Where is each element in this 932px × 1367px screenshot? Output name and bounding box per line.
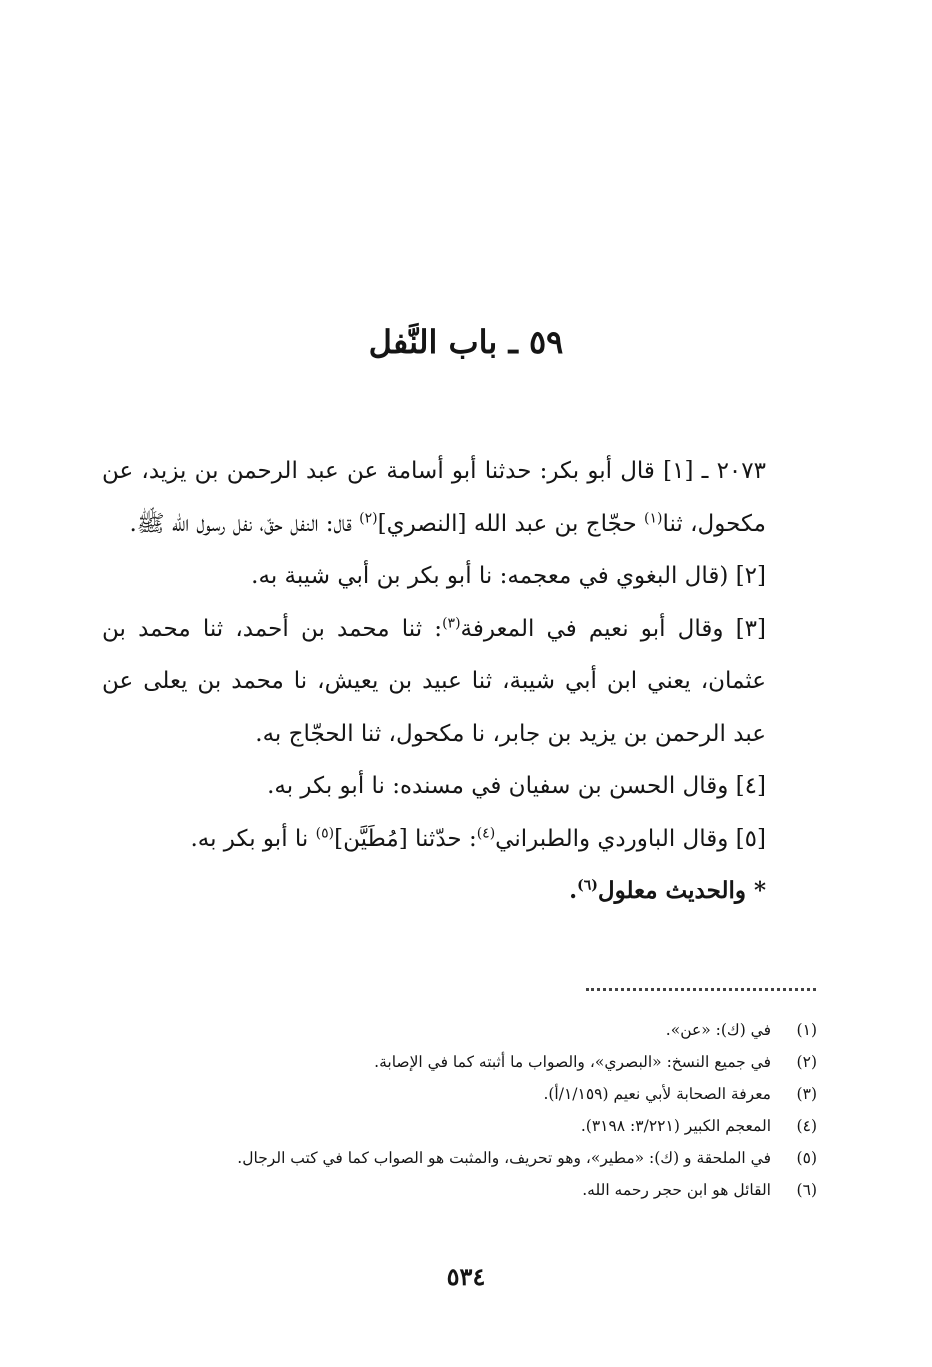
footnote-ref-4: (٤) bbox=[476, 824, 496, 841]
footnote-text: في (ك): «عن». bbox=[665, 1021, 771, 1039]
hadith-paragraph-1 bbox=[102, 445, 818, 550]
footnote-text: معرفة الصحابة لأبي نعيم (١/١٥٩/أ). bbox=[543, 1085, 771, 1103]
hadith-body bbox=[102, 445, 818, 918]
chain-text: [٣] وقال أبو نعيم في المعرفة bbox=[460, 615, 766, 642]
footnote-number: (١) bbox=[796, 1021, 817, 1039]
chain-paragraph-4 bbox=[102, 760, 818, 813]
footnote-ref-2: (٢) bbox=[359, 509, 378, 526]
footnote-ref-1: (١) bbox=[643, 509, 663, 526]
footnote-number: (٢) bbox=[796, 1053, 817, 1071]
footnote-text: في الملحقة و (ك): «مطير»، وهو تحريف، والمثبت هو الصواب كما في كتب الرجال. bbox=[237, 1149, 771, 1167]
footnote-number: (٣) bbox=[796, 1085, 817, 1103]
verdict-text: . bbox=[569, 877, 578, 904]
chain-text: : ثنا محمد بن أحمد، ثنا محمد بن عثمان، يعني ابن أبي شيبة، ثنا عبيد بن يعيش، نا محمد بن يعلى عن عبد الرحمن بن يزيد بن جابر، نا مكحول، ثنا الحجّاج به. bbox=[102, 615, 766, 747]
hadith-text: ٢٠٧٣ ـ [١] قال أبو بكر: حدثنا أبو أسامة عن عبد الرحمن بن يزيد، عن مكحول، ثنا bbox=[102, 458, 766, 537]
footnote-text: في جميع النسخ: «البصري»، والصواب ما أثبته كما في الإصابة. bbox=[374, 1053, 771, 1071]
footnote-3 bbox=[140, 1078, 817, 1110]
chain-text: [٥] وقال الباوردي والطبراني bbox=[495, 825, 766, 852]
footnote-ref-6: (٦) bbox=[577, 877, 598, 894]
footnote-number: (٦) bbox=[796, 1181, 817, 1199]
page-number: ٥٣٤ bbox=[446, 1262, 486, 1291]
footnote-number: (٥) bbox=[796, 1149, 817, 1167]
footnote-2 bbox=[140, 1046, 817, 1078]
chapter-title: ٥٩ ـ باب النَّفل bbox=[368, 323, 564, 361]
footnote-separator bbox=[586, 988, 816, 991]
footnote-ref-5: (٥) bbox=[315, 824, 335, 841]
chain-paragraph-3 bbox=[102, 603, 818, 761]
chain-text: [٢] (قال البغوي في معجمه: نا أبو بكر بن أبي شيبة به. bbox=[251, 563, 766, 589]
hadith-text: قال: النفل حقّ، نفل رسول الله ﷺ. bbox=[129, 510, 360, 537]
footnote-ref-3: (٣) bbox=[442, 614, 461, 631]
footnote-number: (٤) bbox=[796, 1117, 817, 1135]
footnote-5 bbox=[140, 1142, 817, 1174]
chain-text: : حدّثنا [مُطَيَّن] bbox=[334, 825, 477, 852]
chain-text: نا أبو بكر به. bbox=[190, 825, 316, 852]
hadith-text: حجّاج بن عبد الله [النصري] bbox=[377, 510, 644, 537]
footnote-4 bbox=[140, 1110, 817, 1142]
footnote-text: المعجم الكبير (٣/٢٢١: ٣١٩٨). bbox=[580, 1117, 771, 1135]
verdict-paragraph bbox=[102, 865, 818, 918]
footnotes bbox=[140, 1014, 817, 1206]
chain-text: [٤] وقال الحسن بن سفيان في مسنده: نا أبو بكر به. bbox=[267, 773, 766, 799]
footnote-6 bbox=[140, 1174, 817, 1206]
chain-paragraph-2 bbox=[102, 550, 818, 603]
verdict-text: * والحديث معلول bbox=[597, 877, 766, 904]
chain-paragraph-5 bbox=[102, 813, 818, 866]
footnote-1 bbox=[140, 1014, 817, 1046]
footnote-text: القائل هو ابن حجر رحمه الله. bbox=[582, 1181, 771, 1199]
